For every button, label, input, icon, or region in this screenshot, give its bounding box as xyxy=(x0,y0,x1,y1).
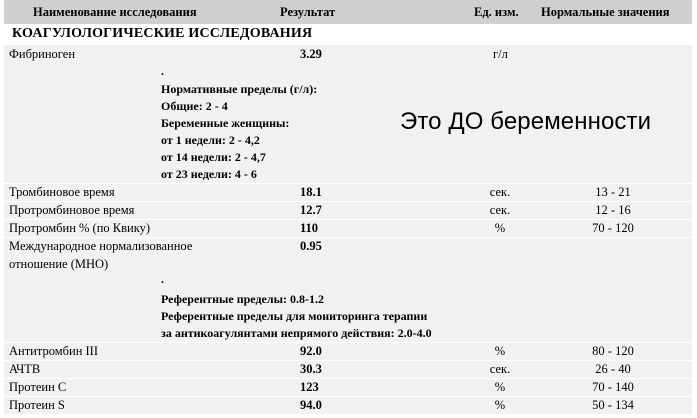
mno-note-dot: . xyxy=(161,272,164,286)
table-row-result: 92.0 xyxy=(300,344,322,358)
table-row-unit: % xyxy=(494,380,506,394)
table-row-unit: % xyxy=(494,221,506,235)
table-row-name: АЧТВ xyxy=(9,362,41,376)
table-row-name: Антитромбин III xyxy=(9,344,99,358)
table-row-name: Протромбин % (по Квику) xyxy=(9,221,151,235)
column-header-unit: Ед. изм. xyxy=(474,5,519,19)
table-row-result: 12.7 xyxy=(300,203,322,217)
table-row-fibrinogen-name: Фибриноген xyxy=(9,47,76,61)
table-row-fibrinogen-unit: г/л xyxy=(493,47,508,61)
fibrinogen-note-line: Нормативные пределы (г/л): xyxy=(161,82,318,96)
table-row-name: Протеин S xyxy=(9,398,65,412)
column-header-name: Наименование исследования xyxy=(33,5,197,19)
fibrinogen-note-line: от 14 недели: 2 - 4,7 xyxy=(161,150,266,164)
table-row-unit: % xyxy=(494,398,506,412)
overlay-annotation: Это ДО беременности xyxy=(400,108,652,135)
table-row-name: Протромбиновое время xyxy=(9,203,135,217)
table-row-unit: % xyxy=(494,344,506,358)
table-row-norm: 12 - 16 xyxy=(595,203,631,217)
table-row-result: 18.1 xyxy=(300,185,322,199)
table-row-name: Тромбиновое время xyxy=(9,185,115,199)
column-header-result: Результат xyxy=(280,5,336,19)
column-header-norm: Нормальные значения xyxy=(541,5,670,19)
table-row-mno-name: отношение (МНО) xyxy=(9,257,109,271)
fibrinogen-note-line: Беременные женщины: xyxy=(161,116,290,130)
table-row-name: Протеин С xyxy=(9,380,67,394)
table-row-result: 94.0 xyxy=(300,398,322,412)
fibrinogen-note-line: от 23 недели: 4 - 6 xyxy=(161,167,257,181)
section-title: КОАГУЛОЛОГИЧЕСКИЕ ИССЛЕДОВАНИЯ xyxy=(12,26,313,41)
table-row-unit: сек. xyxy=(489,185,511,199)
table-row-norm: 50 - 134 xyxy=(592,398,634,412)
table-row-fibrinogen-result: 3.29 xyxy=(300,47,322,61)
table-row-mno-name: Международное нормализованное xyxy=(9,239,193,253)
mno-note-line: Референтные пределы для мониторинга терапии xyxy=(161,309,428,323)
table-row-norm: 70 - 140 xyxy=(592,380,634,394)
fibrinogen-note-line: Общие: 2 - 4 xyxy=(161,99,228,113)
fibrinogen-note-line: от 1 недели: 2 - 4,2 xyxy=(161,133,260,147)
table-row-result: 110 xyxy=(300,221,319,235)
table-row-norm: 70 - 120 xyxy=(592,221,634,235)
table-row-unit: сек. xyxy=(489,362,511,376)
table-row-norm: 80 - 120 xyxy=(592,344,634,358)
table-row-unit: сек. xyxy=(489,203,511,217)
fibrinogen-note-dot: . xyxy=(161,64,164,78)
table-row-result: 30.3 xyxy=(300,362,322,376)
table-row-norm: 13 - 21 xyxy=(595,185,631,199)
table-row-result: 123 xyxy=(300,380,319,394)
mno-note-line: за антикоагулянтами непрямого действия: 2.0-4.0 xyxy=(161,326,432,340)
mno-note-line: Референтные пределы: 0.8-1.2 xyxy=(161,292,324,306)
table-row-mno-result: 0.95 xyxy=(300,239,322,253)
table-row-norm: 26 - 40 xyxy=(595,362,631,376)
